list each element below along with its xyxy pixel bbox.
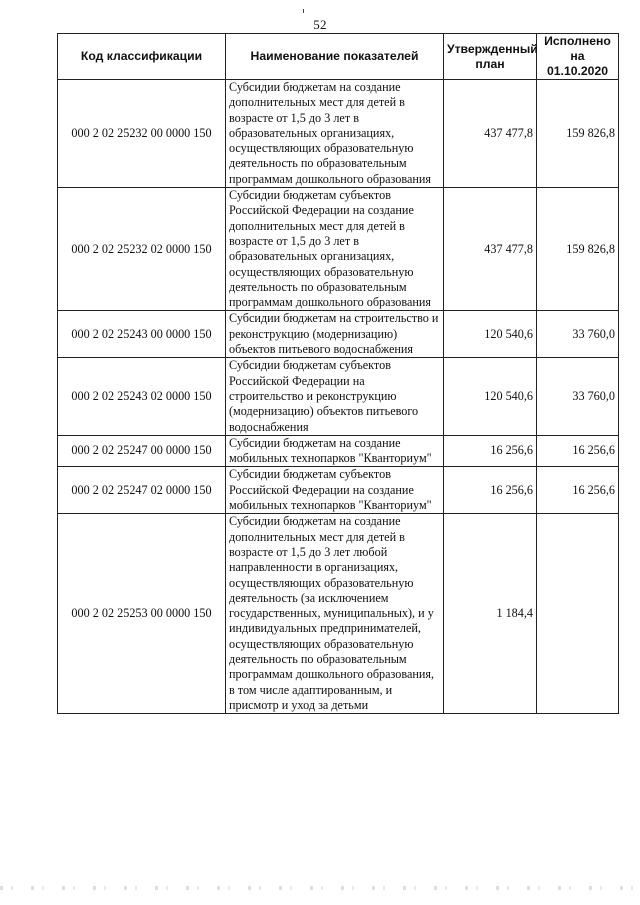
table-row <box>58 514 619 714</box>
row-plan: 16 256,6 <box>444 467 537 514</box>
table-header-row <box>58 34 619 80</box>
header-name: Наименование показателей <box>226 34 444 80</box>
row-name: Субсидии бюджетам на создание мобильных технопарков "Кванториум" <box>226 435 444 467</box>
row-done <box>537 514 619 714</box>
row-name: Субсидии бюджетам на создание дополнительных мест для детей в возрасте от 1,5 до 3 лет в образовательных организациях, осуществляющих образовательную деятельность по образовательным программам дошкольного образования <box>226 80 444 188</box>
table-row <box>58 188 619 311</box>
table-row <box>58 311 619 358</box>
row-name: Субсидии бюджетам субъектов Российской Федерации на создание мобильных технопарков "Кванториум" <box>226 467 444 514</box>
row-done: 159 826,8 <box>537 80 619 188</box>
row-code: 000 2 02 25243 02 0000 150 <box>58 358 226 435</box>
scan-mark <box>303 9 304 13</box>
page-number: 52 <box>313 17 327 32</box>
row-name: Субсидии бюджетам субъектов Российской Федерации на строительство и реконструкцию (модернизацию) объектов питьевого водоснабжения <box>226 358 444 435</box>
row-plan: 437 477,8 <box>444 188 537 311</box>
scan-artifact-strip <box>0 886 640 890</box>
row-done: 33 760,0 <box>537 311 619 358</box>
row-done: 16 256,6 <box>537 467 619 514</box>
row-name: Субсидии бюджетам на создание дополнительных мест для детей в возрасте от 1,5 до 3 лет любой направленности в организациях, осуществляющих образовательную деятельность (за исключением государственных, муниципальных), и у индивидуальных предпринимателей, осуществляющих образовательную деятельность по образовательным программам дошкольного образования, в том числе адаптированным, и присмотр и уход за детьми <box>226 514 444 714</box>
row-code: 000 2 02 25247 02 0000 150 <box>58 467 226 514</box>
row-done: 159 826,8 <box>537 188 619 311</box>
table-row <box>58 435 619 467</box>
header-plan: Утвержденный план <box>444 34 537 80</box>
row-code: 000 2 02 25243 00 0000 150 <box>58 311 226 358</box>
row-name: Субсидии бюджетам на строительство и реконструкцию (модернизацию) объектов питьевого водоснабжения <box>226 311 444 358</box>
row-code: 000 2 02 25232 02 0000 150 <box>58 188 226 311</box>
row-code: 000 2 02 25232 00 0000 150 <box>58 80 226 188</box>
table-row <box>58 467 619 514</box>
header-done: Исполнено на 01.10.2020 <box>537 34 619 80</box>
row-plan: 16 256,6 <box>444 435 537 467</box>
row-name: Субсидии бюджетам субъектов Российской Федерации на создание дополнительных мест для детей в возрасте от 1,5 до 3 лет в образовательных организациях, осуществляющих образовательную деятельность по образовательным программам дошкольного образования <box>226 188 444 311</box>
row-done: 16 256,6 <box>537 435 619 467</box>
row-done: 33 760,0 <box>537 358 619 435</box>
row-plan: 1 184,4 <box>444 514 537 714</box>
budget-revenue-table <box>57 33 619 714</box>
header-code: Код классификации <box>58 34 226 80</box>
row-plan: 437 477,8 <box>444 80 537 188</box>
table-row <box>58 358 619 435</box>
row-plan: 120 540,6 <box>444 358 537 435</box>
row-plan: 120 540,6 <box>444 311 537 358</box>
table-row <box>58 80 619 188</box>
row-code: 000 2 02 25253 00 0000 150 <box>58 514 226 714</box>
row-code: 000 2 02 25247 00 0000 150 <box>58 435 226 467</box>
